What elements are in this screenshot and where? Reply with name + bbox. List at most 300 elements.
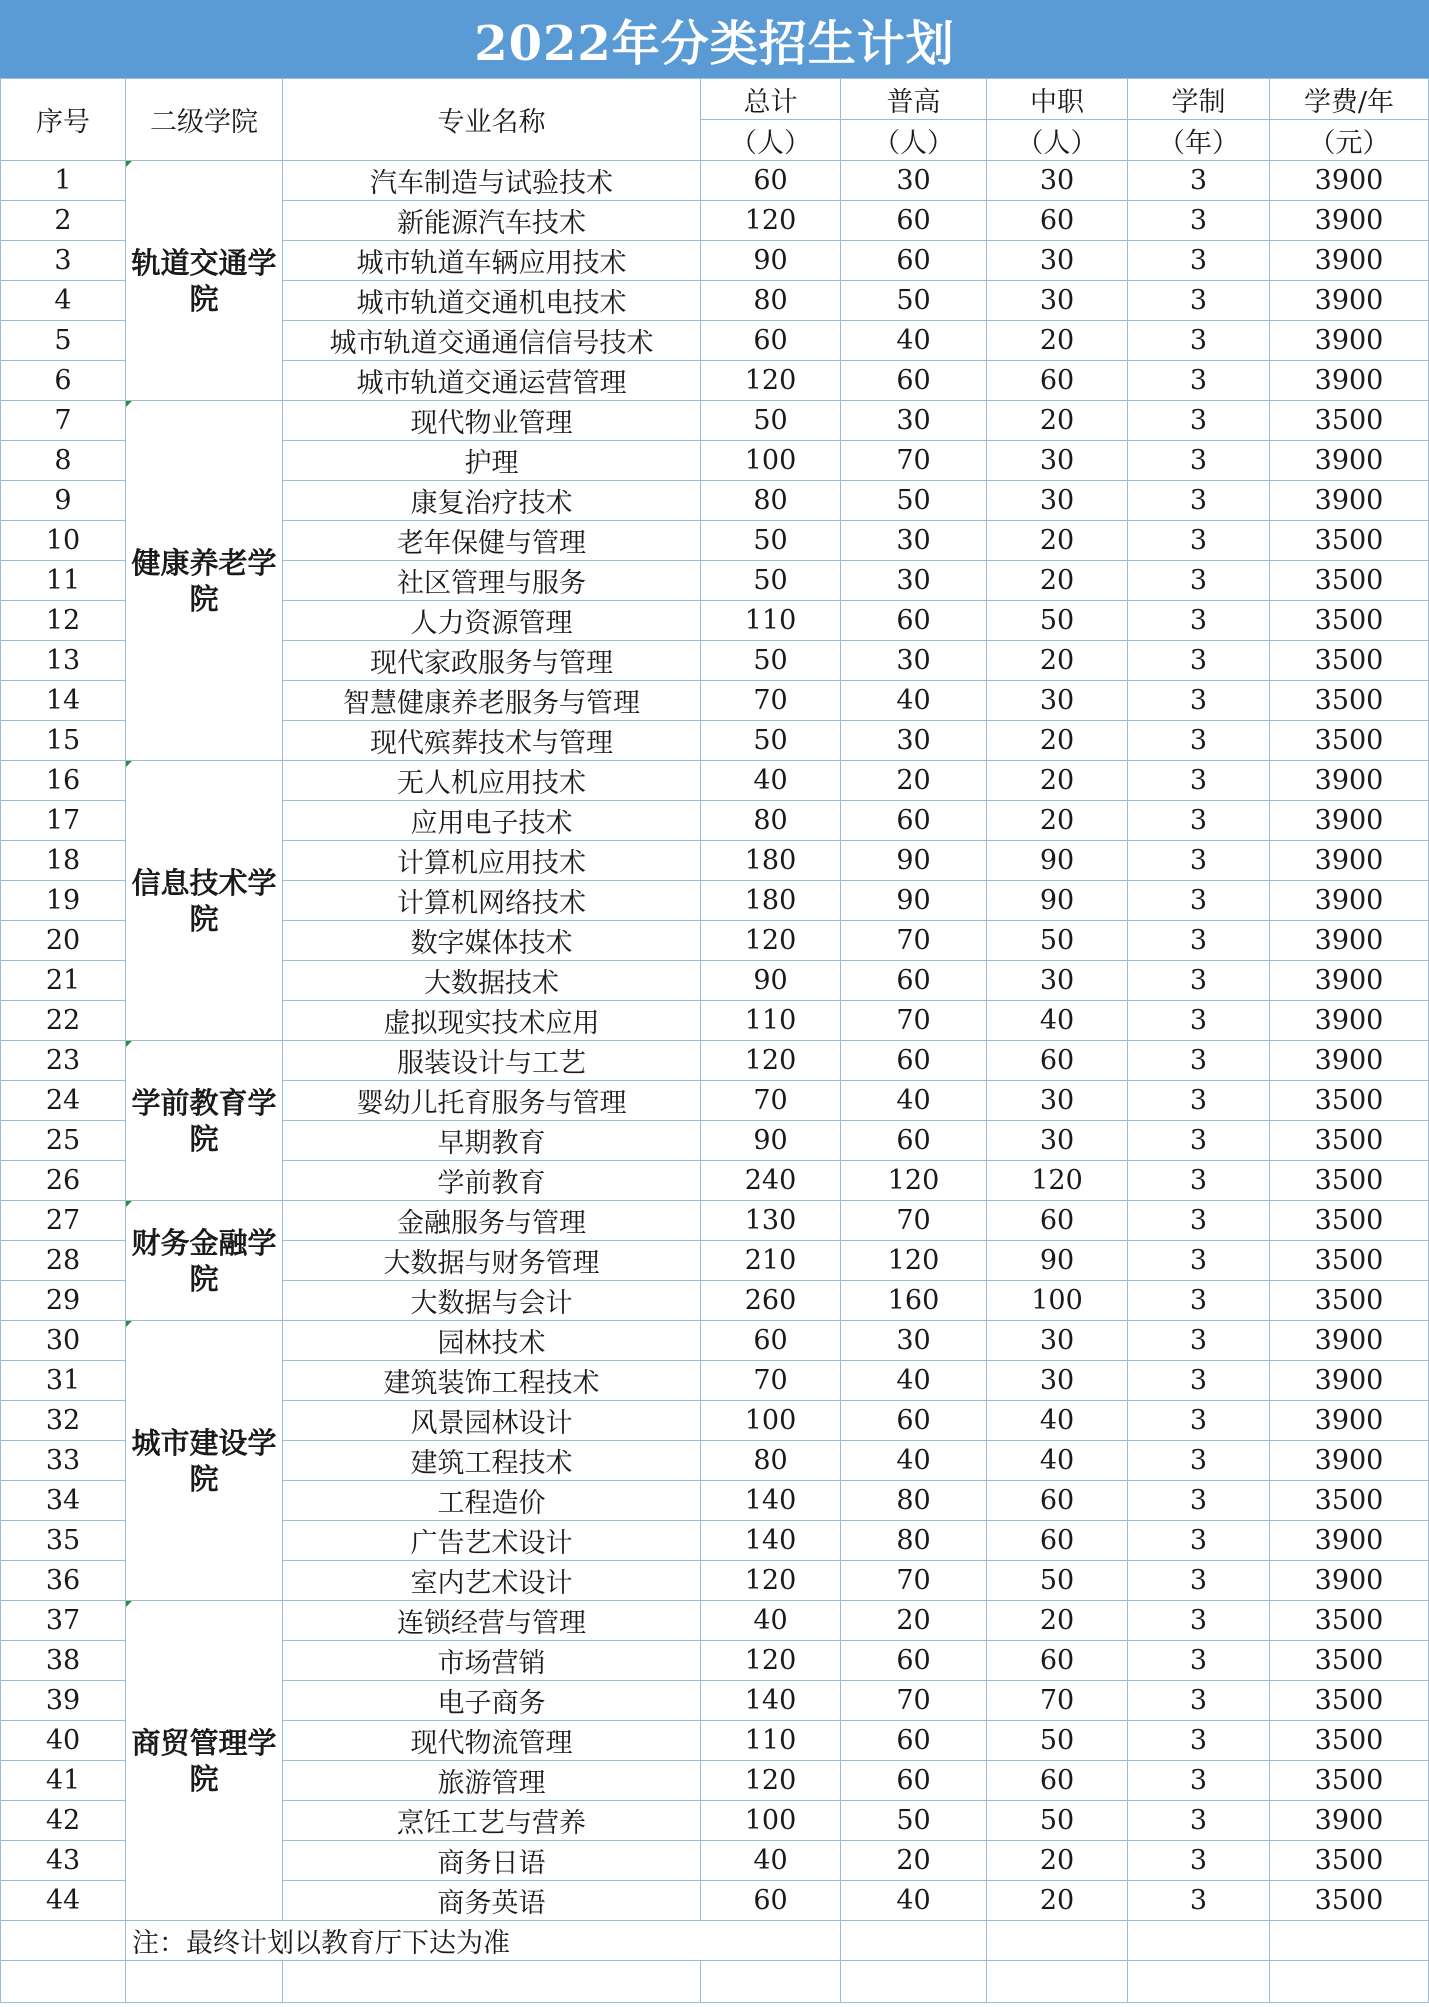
cell-total: 110 <box>701 1001 841 1041</box>
page-title: 2022年分类招生计划 <box>0 0 1429 78</box>
cell-total: 70 <box>701 681 841 721</box>
empty-cell <box>987 1961 1128 2003</box>
cell-years: 3 <box>1128 201 1270 241</box>
cell-years: 3 <box>1128 1121 1270 1161</box>
cell-fee: 3500 <box>1270 721 1429 761</box>
cell-vocational: 20 <box>987 1841 1128 1881</box>
cell-fee: 3900 <box>1270 1361 1429 1401</box>
cell-general: 60 <box>841 601 987 641</box>
cell-general: 60 <box>841 1041 987 1081</box>
cell-fee: 3900 <box>1270 441 1429 481</box>
cell-major: 连锁经营与管理 <box>283 1601 701 1641</box>
cell-seq: 22 <box>1 1001 126 1041</box>
cell-years: 3 <box>1128 241 1270 281</box>
cell-major: 现代物流管理 <box>283 1721 701 1761</box>
cell-total: 120 <box>701 1561 841 1601</box>
cell-seq: 19 <box>1 881 126 921</box>
cell-years: 3 <box>1128 521 1270 561</box>
cell-total: 130 <box>701 1201 841 1241</box>
cell-fee: 3900 <box>1270 321 1429 361</box>
cell-general: 20 <box>841 1601 987 1641</box>
enrollment-plan-table <box>0 78 1429 2003</box>
cell-seq: 13 <box>1 641 126 681</box>
cell-major: 风景园林设计 <box>283 1401 701 1441</box>
cell-vocational: 120 <box>987 1161 1128 1201</box>
cell-major: 计算机网络技术 <box>283 881 701 921</box>
cell-fee: 3900 <box>1270 801 1429 841</box>
cell-general: 60 <box>841 961 987 1001</box>
cell-fee: 3500 <box>1270 1881 1429 1921</box>
cell-major: 无人机应用技术 <box>283 761 701 801</box>
cell-years: 3 <box>1128 1241 1270 1281</box>
cell-years: 3 <box>1128 1801 1270 1841</box>
cell-seq: 33 <box>1 1441 126 1481</box>
cell-major: 新能源汽车技术 <box>283 201 701 241</box>
cell-vocational: 20 <box>987 561 1128 601</box>
cell-years: 3 <box>1128 1161 1270 1201</box>
cell-years: 3 <box>1128 1001 1270 1041</box>
header-fee: 学费/年 <box>1270 79 1429 120</box>
cell-major: 数字媒体技术 <box>283 921 701 961</box>
table-row <box>1 1201 1429 1241</box>
college-name: 城市建设学院 <box>126 1321 283 1601</box>
cell-fee: 3500 <box>1270 1081 1429 1121</box>
cell-total: 140 <box>701 1681 841 1721</box>
cell-years: 3 <box>1128 1561 1270 1601</box>
cell-major: 市场营销 <box>283 1641 701 1681</box>
cell-major: 商务英语 <box>283 1881 701 1921</box>
cell-total: 120 <box>701 1641 841 1681</box>
table-row <box>1 1321 1429 1361</box>
empty-cell <box>1 1961 126 2003</box>
cell-total: 40 <box>701 761 841 801</box>
cell-total: 80 <box>701 481 841 521</box>
cell-major: 电子商务 <box>283 1681 701 1721</box>
cell-general: 60 <box>841 801 987 841</box>
cell-seq: 26 <box>1 1161 126 1201</box>
cell-total: 180 <box>701 841 841 881</box>
cell-general: 60 <box>841 1641 987 1681</box>
cell-fee: 3500 <box>1270 521 1429 561</box>
cell-major: 学前教育 <box>283 1161 701 1201</box>
cell-fee: 3900 <box>1270 1401 1429 1441</box>
cell-seq: 3 <box>1 241 126 281</box>
cell-years: 3 <box>1128 1721 1270 1761</box>
cell-major: 应用电子技术 <box>283 801 701 841</box>
cell-seq: 31 <box>1 1361 126 1401</box>
cell-years: 3 <box>1128 921 1270 961</box>
cell-years: 3 <box>1128 561 1270 601</box>
cell-major: 建筑装饰工程技术 <box>283 1361 701 1401</box>
cell-vocational: 30 <box>987 441 1128 481</box>
cell-vocational: 50 <box>987 921 1128 961</box>
college-name: 学前教育学院 <box>126 1041 283 1201</box>
cell-vocational: 40 <box>987 1001 1128 1041</box>
cell-seq: 28 <box>1 1241 126 1281</box>
cell-general: 120 <box>841 1241 987 1281</box>
cell-fee: 3900 <box>1270 1801 1429 1841</box>
cell-seq: 15 <box>1 721 126 761</box>
cell-fee: 3900 <box>1270 281 1429 321</box>
header-general-unit: （人） <box>841 120 987 161</box>
cell-seq: 16 <box>1 761 126 801</box>
cell-general: 30 <box>841 1321 987 1361</box>
empty-cell <box>1128 1921 1270 1961</box>
cell-seq: 8 <box>1 441 126 481</box>
cell-general: 60 <box>841 1401 987 1441</box>
cell-total: 120 <box>701 201 841 241</box>
cell-total: 120 <box>701 1041 841 1081</box>
empty-cell <box>1 1921 126 1961</box>
cell-years: 3 <box>1128 321 1270 361</box>
cell-fee: 3900 <box>1270 761 1429 801</box>
cell-years: 3 <box>1128 1641 1270 1681</box>
cell-seq: 44 <box>1 1881 126 1921</box>
cell-major: 园林技术 <box>283 1321 701 1361</box>
header-general: 普高 <box>841 79 987 120</box>
cell-general: 70 <box>841 441 987 481</box>
cell-vocational: 60 <box>987 1521 1128 1561</box>
cell-years: 3 <box>1128 1281 1270 1321</box>
cell-major: 汽车制造与试验技术 <box>283 161 701 201</box>
cell-years: 3 <box>1128 841 1270 881</box>
cell-general: 70 <box>841 1561 987 1601</box>
cell-seq: 35 <box>1 1521 126 1561</box>
cell-seq: 39 <box>1 1681 126 1721</box>
cell-fee: 3500 <box>1270 401 1429 441</box>
college-name: 商贸管理学院 <box>126 1601 283 1921</box>
cell-vocational: 70 <box>987 1681 1128 1721</box>
table-row <box>1 161 1429 201</box>
cell-major: 大数据技术 <box>283 961 701 1001</box>
cell-seq: 29 <box>1 1281 126 1321</box>
cell-vocational: 60 <box>987 1641 1128 1681</box>
header-total: 总计 <box>701 79 841 120</box>
cell-years: 3 <box>1128 1881 1270 1921</box>
cell-major: 智慧健康养老服务与管理 <box>283 681 701 721</box>
table-row <box>1 1601 1429 1641</box>
cell-years: 3 <box>1128 1521 1270 1561</box>
cell-seq: 7 <box>1 401 126 441</box>
cell-fee: 3900 <box>1270 161 1429 201</box>
cell-total: 50 <box>701 721 841 761</box>
cell-major: 城市轨道交通通信信号技术 <box>283 321 701 361</box>
cell-fee: 3500 <box>1270 1121 1429 1161</box>
cell-seq: 24 <box>1 1081 126 1121</box>
cell-seq: 2 <box>1 201 126 241</box>
cell-seq: 11 <box>1 561 126 601</box>
empty-cell <box>987 1921 1128 1961</box>
cell-general: 80 <box>841 1521 987 1561</box>
cell-total: 140 <box>701 1521 841 1561</box>
empty-cell <box>841 1961 987 2003</box>
cell-vocational: 30 <box>987 1121 1128 1161</box>
cell-total: 70 <box>701 1361 841 1401</box>
cell-fee: 3900 <box>1270 841 1429 881</box>
cell-total: 80 <box>701 281 841 321</box>
cell-seq: 5 <box>1 321 126 361</box>
cell-vocational: 20 <box>987 641 1128 681</box>
cell-general: 20 <box>841 761 987 801</box>
cell-total: 50 <box>701 521 841 561</box>
cell-total: 80 <box>701 801 841 841</box>
header-seq: 序号 <box>1 79 126 161</box>
cell-general: 60 <box>841 1761 987 1801</box>
table-row <box>1 1041 1429 1081</box>
cell-total: 40 <box>701 1841 841 1881</box>
cell-vocational: 30 <box>987 1321 1128 1361</box>
cell-years: 3 <box>1128 161 1270 201</box>
cell-major: 大数据与会计 <box>283 1281 701 1321</box>
cell-years: 3 <box>1128 1401 1270 1441</box>
cell-general: 50 <box>841 1801 987 1841</box>
cell-vocational: 20 <box>987 801 1128 841</box>
cell-fee: 3900 <box>1270 1041 1429 1081</box>
cell-total: 90 <box>701 961 841 1001</box>
cell-total: 60 <box>701 321 841 361</box>
cell-vocational: 60 <box>987 1041 1128 1081</box>
cell-general: 160 <box>841 1281 987 1321</box>
cell-general: 30 <box>841 521 987 561</box>
cell-vocational: 30 <box>987 681 1128 721</box>
cell-years: 3 <box>1128 1681 1270 1721</box>
cell-seq: 6 <box>1 361 126 401</box>
cell-total: 120 <box>701 361 841 401</box>
cell-general: 40 <box>841 321 987 361</box>
college-name: 财务金融学院 <box>126 1201 283 1321</box>
table-row <box>1 401 1429 441</box>
header-years-unit: （年） <box>1128 120 1270 161</box>
cell-general: 60 <box>841 241 987 281</box>
cell-major: 现代殡葬技术与管理 <box>283 721 701 761</box>
cell-major: 虚拟现实技术应用 <box>283 1001 701 1041</box>
cell-years: 3 <box>1128 881 1270 921</box>
cell-vocational: 60 <box>987 201 1128 241</box>
cell-years: 3 <box>1128 401 1270 441</box>
cell-major: 烹饪工艺与营养 <box>283 1801 701 1841</box>
cell-vocational: 30 <box>987 961 1128 1001</box>
cell-general: 120 <box>841 1161 987 1201</box>
cell-vocational: 90 <box>987 881 1128 921</box>
cell-years: 3 <box>1128 1361 1270 1401</box>
cell-major: 室内艺术设计 <box>283 1561 701 1601</box>
cell-years: 3 <box>1128 481 1270 521</box>
college-name: 健康养老学院 <box>126 401 283 761</box>
cell-major: 老年保健与管理 <box>283 521 701 561</box>
cell-total: 260 <box>701 1281 841 1321</box>
cell-major: 人力资源管理 <box>283 601 701 641</box>
cell-fee: 3500 <box>1270 1281 1429 1321</box>
cell-seq: 30 <box>1 1321 126 1361</box>
cell-total: 90 <box>701 241 841 281</box>
cell-vocational: 20 <box>987 401 1128 441</box>
cell-total: 100 <box>701 1801 841 1841</box>
empty-cell <box>1270 1921 1429 1961</box>
cell-general: 30 <box>841 641 987 681</box>
cell-vocational: 90 <box>987 1241 1128 1281</box>
cell-vocational: 50 <box>987 601 1128 641</box>
cell-vocational: 30 <box>987 161 1128 201</box>
cell-fee: 3500 <box>1270 601 1429 641</box>
cell-major: 大数据与财务管理 <box>283 1241 701 1281</box>
cell-general: 60 <box>841 1121 987 1161</box>
cell-seq: 12 <box>1 601 126 641</box>
cell-vocational: 20 <box>987 321 1128 361</box>
cell-seq: 1 <box>1 161 126 201</box>
cell-vocational: 50 <box>987 1561 1128 1601</box>
cell-general: 40 <box>841 1441 987 1481</box>
cell-fee: 3900 <box>1270 1521 1429 1561</box>
cell-total: 120 <box>701 921 841 961</box>
cell-total: 140 <box>701 1481 841 1521</box>
cell-seq: 21 <box>1 961 126 1001</box>
cell-years: 3 <box>1128 1601 1270 1641</box>
cell-total: 50 <box>701 561 841 601</box>
cell-general: 50 <box>841 281 987 321</box>
cell-general: 60 <box>841 201 987 241</box>
header-fee-unit: （元） <box>1270 120 1429 161</box>
cell-years: 3 <box>1128 761 1270 801</box>
cell-major: 早期教育 <box>283 1121 701 1161</box>
college-name: 信息技术学院 <box>126 761 283 1041</box>
cell-vocational: 50 <box>987 1801 1128 1841</box>
cell-major: 城市轨道车辆应用技术 <box>283 241 701 281</box>
cell-years: 3 <box>1128 1761 1270 1801</box>
cell-total: 60 <box>701 1881 841 1921</box>
cell-major: 广告艺术设计 <box>283 1521 701 1561</box>
cell-seq: 43 <box>1 1841 126 1881</box>
empty-cell <box>701 1961 841 2003</box>
cell-fee: 3900 <box>1270 921 1429 961</box>
cell-vocational: 60 <box>987 1761 1128 1801</box>
cell-total: 70 <box>701 1081 841 1121</box>
cell-fee: 3900 <box>1270 1001 1429 1041</box>
cell-general: 80 <box>841 1481 987 1521</box>
cell-years: 3 <box>1128 1041 1270 1081</box>
cell-seq: 4 <box>1 281 126 321</box>
cell-vocational: 60 <box>987 1201 1128 1241</box>
cell-vocational: 100 <box>987 1281 1128 1321</box>
cell-vocational: 20 <box>987 721 1128 761</box>
cell-major: 旅游管理 <box>283 1761 701 1801</box>
cell-vocational: 60 <box>987 1481 1128 1521</box>
cell-seq: 17 <box>1 801 126 841</box>
cell-seq: 41 <box>1 1761 126 1801</box>
cell-general: 50 <box>841 481 987 521</box>
cell-general: 90 <box>841 841 987 881</box>
cell-years: 3 <box>1128 721 1270 761</box>
cell-years: 3 <box>1128 681 1270 721</box>
cell-seq: 32 <box>1 1401 126 1441</box>
blank-row <box>1 1961 1429 2003</box>
cell-vocational: 30 <box>987 1361 1128 1401</box>
cell-years: 3 <box>1128 441 1270 481</box>
cell-fee: 3900 <box>1270 961 1429 1001</box>
cell-major: 现代家政服务与管理 <box>283 641 701 681</box>
cell-seq: 14 <box>1 681 126 721</box>
cell-vocational: 30 <box>987 481 1128 521</box>
cell-general: 60 <box>841 361 987 401</box>
cell-major: 社区管理与服务 <box>283 561 701 601</box>
cell-major: 城市轨道交通机电技术 <box>283 281 701 321</box>
cell-major: 婴幼儿托育服务与管理 <box>283 1081 701 1121</box>
cell-general: 30 <box>841 161 987 201</box>
cell-total: 240 <box>701 1161 841 1201</box>
cell-total: 40 <box>701 1601 841 1641</box>
footnote: 注：最终计划以教育厅下达为准 <box>126 1921 841 1961</box>
cell-seq: 9 <box>1 481 126 521</box>
cell-fee: 3500 <box>1270 1721 1429 1761</box>
cell-total: 120 <box>701 1761 841 1801</box>
table-row <box>1 761 1429 801</box>
cell-vocational: 20 <box>987 1881 1128 1921</box>
cell-major: 城市轨道交通运营管理 <box>283 361 701 401</box>
cell-years: 3 <box>1128 601 1270 641</box>
cell-major: 计算机应用技术 <box>283 841 701 881</box>
note-row <box>1 1921 1429 1961</box>
cell-vocational: 40 <box>987 1401 1128 1441</box>
cell-fee: 3900 <box>1270 481 1429 521</box>
header-row <box>1 79 1429 120</box>
cell-fee: 3500 <box>1270 1641 1429 1681</box>
cell-major: 康复治疗技术 <box>283 481 701 521</box>
cell-seq: 27 <box>1 1201 126 1241</box>
cell-vocational: 40 <box>987 1441 1128 1481</box>
cell-vocational: 60 <box>987 361 1128 401</box>
cell-major: 建筑工程技术 <box>283 1441 701 1481</box>
cell-general: 30 <box>841 561 987 601</box>
cell-vocational: 30 <box>987 241 1128 281</box>
header-vocational-unit: （人） <box>987 120 1128 161</box>
cell-fee: 3900 <box>1270 201 1429 241</box>
cell-general: 60 <box>841 1721 987 1761</box>
cell-seq: 42 <box>1 1801 126 1841</box>
cell-vocational: 90 <box>987 841 1128 881</box>
cell-seq: 18 <box>1 841 126 881</box>
cell-total: 50 <box>701 401 841 441</box>
cell-years: 3 <box>1128 281 1270 321</box>
cell-vocational: 20 <box>987 521 1128 561</box>
cell-seq: 34 <box>1 1481 126 1521</box>
header-years: 学制 <box>1128 79 1270 120</box>
cell-general: 30 <box>841 401 987 441</box>
cell-seq: 40 <box>1 1721 126 1761</box>
header-total-unit: （人） <box>701 120 841 161</box>
cell-fee: 3500 <box>1270 1841 1429 1881</box>
cell-fee: 3500 <box>1270 1481 1429 1521</box>
cell-fee: 3500 <box>1270 1761 1429 1801</box>
cell-general: 20 <box>841 1841 987 1881</box>
cell-seq: 25 <box>1 1121 126 1161</box>
cell-years: 3 <box>1128 1201 1270 1241</box>
cell-general: 40 <box>841 1881 987 1921</box>
cell-fee: 3500 <box>1270 1241 1429 1281</box>
empty-cell <box>841 1921 987 1961</box>
cell-seq: 36 <box>1 1561 126 1601</box>
college-name: 轨道交通学院 <box>126 161 283 401</box>
cell-years: 3 <box>1128 1841 1270 1881</box>
cell-general: 70 <box>841 1001 987 1041</box>
cell-general: 40 <box>841 681 987 721</box>
cell-total: 110 <box>701 1721 841 1761</box>
cell-vocational: 50 <box>987 1721 1128 1761</box>
cell-fee: 3500 <box>1270 1161 1429 1201</box>
cell-vocational: 20 <box>987 1601 1128 1641</box>
cell-major: 工程造价 <box>283 1481 701 1521</box>
cell-total: 60 <box>701 1321 841 1361</box>
cell-vocational: 20 <box>987 761 1128 801</box>
cell-years: 3 <box>1128 801 1270 841</box>
